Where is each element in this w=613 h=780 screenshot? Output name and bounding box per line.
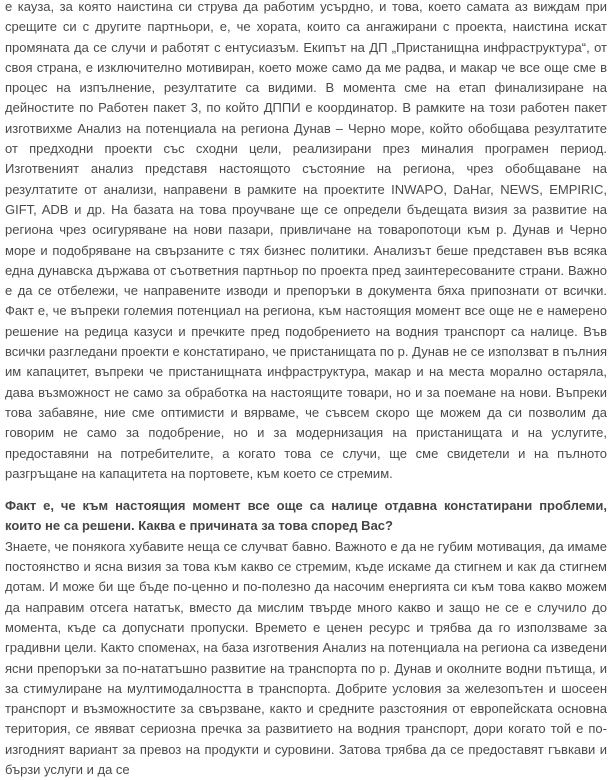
article-paragraph: е кауза, за която наистина си струва да работим усърдно, и това, което самата аз виждам при срещите си с другите партньори, е, че хората, които са ангажирани с проекта, наистина искат промяната да се случи и работят с ентусиазъм. Екипът на ДП „Пристанищна инфраструктура“, от своя страна, е изключително мотивиран, което може само да ме радва, и макар че все още сме в процес на изпълнение, резултатите са видими. В момента сме на етап финализиране на дейностите по Работен пакет 3, по който ДППИ е координатор. В рамките на този работен пакет изготвихме Анализ на потенциала на региона Дунав – Черно море, който обобщава резултатите от предходни проекти със сходни цели, реализирани през миналия програмен период. Изготвеният анализ представя настоящото състояние на региона, чрез обобщаване на резултатите от анализи, направени в рамките на проектите INWAPO, DaHar, NEWS, EMPIRIC, GIFT, ADB и др. На базата на това проучване ще се определи бъдещата визия за развитие на региона чрез осигуряване на нови пазари, привличане на товаропотоци към р. Дунав и Черно море и подобряване на свързаните с тях бизнес политики. Анализът беше представен във всяка една дунавска държава от съответния партньор по проекта пред заинтересованите страни. Важно е да се отбележи, че направените изводи и препоръки в документа бяха припознати от всички. Факт е, че въпреки големия потенциал на региона, към настоящия момент все още не е намерено решение на редица казуси и пречките пред подобрението на водния транспорт са налице. Във всички разгледани проекти е констатирано, че пристанищата по р. Дунав не се използват в пълния им капацитет, въпреки че пристанищната инфраструктура, макар и на места морално остаряла, дава възможност не само за обработка на настоящите товари, но и за поемане на нови. Въпреки това забавяне, ние сме оптимисти и вярваме, че съвсем скоро ще можем да си позволим да говорим не само за подобрение, но и за модернизация на пристанищата и на услугите, предоставяни на потребителите, а когато това се случи, ще сме свидетели и на пълното разгръщане на капацитета на портовете, към което се стремим.: [5, 0, 607, 481]
interview-answer: Знаете, че понякога хубавите неща се случват бавно. Важното е да не губим мотивация, да имаме постоянство и ясна визия за това към какво се стремим, къде искаме да стигнем и как да стигнем дотам. И може би ще бъде по-ценно и по-полезно да насочим енергията си към това какво можем да направим отсега нататък, вместо да мислим твърде много какво и защо не се е случило до момента, къде са допуснати пропуски. Времето е ценен ресурс и трябва да го използваме за градивни цели. Както споменах, на база изготвения Анализ на потенциала на региона са изведени ясни препоръки за по-нататъшно развитие на транспорта по р. Дунав и околните водни пътища, и за стимулиране на мултимодалността в транспорта. Добрите условия за железопътен и шосеен транспорт и възможностите за свързване, както и средните разстояния от европейската основна територия, се явяват сериозна пречка за развитието на водния транспорт, дори когато той е по-изгодният вариант за превоз на продукти и суровини. Затова трябва да се предоставят гъвкави и бързи услуги и да се: [5, 538, 607, 777]
article-body: [5, 0, 607, 780]
interview-question: Факт е, че към настоящия момент все още са налице отдавна констатирани проблеми, които не са решени. Каква е причината за това според Вас?: [5, 498, 607, 534]
